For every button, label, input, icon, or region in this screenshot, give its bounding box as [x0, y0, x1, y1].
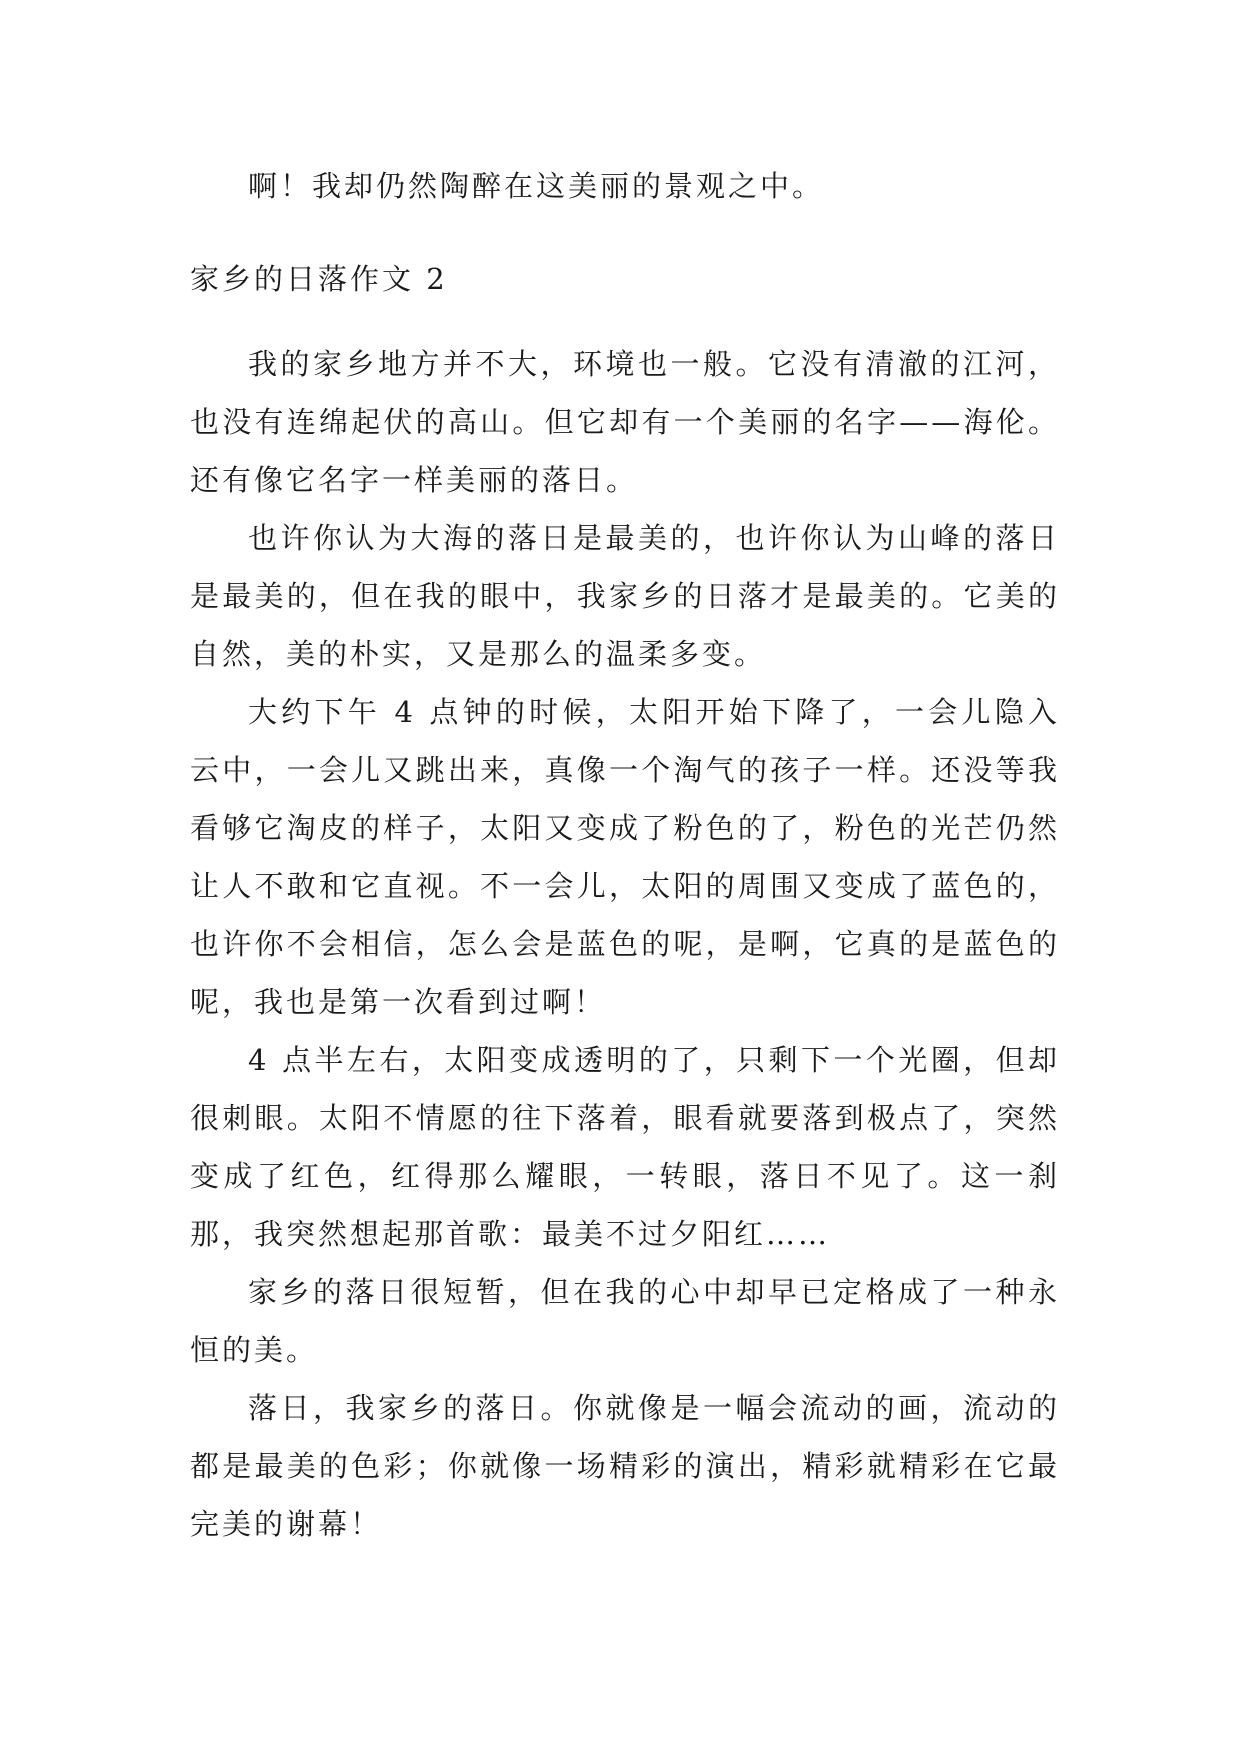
paragraph-2: 也许你认为大海的落日是最美的，也许你认为山峰的落日是最美的，但在我的眼中，我家乡的日落才是最美的。它美的自然，美的朴实，又是那么的温柔多变。 [190, 521, 1060, 671]
intro-paragraph: 啊！我却仍然陶醉在这美丽的景观之中。 [248, 169, 825, 203]
intro-section [190, 157, 1060, 215]
paragraph-3: 大约下午 4 点钟的时候，太阳开始下降了，一会儿隐入云中，一会儿又跳出来，真像一个淘气的孩子一样。还没等我看够它淘皮的样子，太阳又变成了粉色的了，粉色的光芒仍然让人不敢和它直视。不一会儿，太阳的周围又变成了蓝色的，也许你不会相信，怎么会是蓝色的呢，是啊，它真的是蓝色的呢，我也是第一次看到过啊！ [190, 695, 1060, 1019]
paragraph-5: 家乡的落日很短暂，但在我的心中却早已定格成了一种永恒的美。 [190, 1275, 1060, 1367]
essay-heading: 家乡的日落作文 2 [190, 262, 448, 296]
essay-body [190, 335, 1060, 1553]
paragraph-6: 落日，我家乡的落日。你就像是一幅会流动的画，流动的都是最美的色彩；你就像一场精彩的演出，精彩就精彩在它最完美的谢幕！ [190, 1391, 1060, 1541]
paragraph-4: 4 点半左右，太阳变成透明的了，只剩下一个光圈，但却很刺眼。太阳不情愿的往下落着，眼看就要落到极点了，突然变成了红色，红得那么耀眼，一转眼，落日不见了。这一刹那，我突然想起那首歌：最美不过夕阳红…… [190, 1043, 1060, 1251]
paragraph-1: 我的家乡地方并不大，环境也一般。它没有清澈的江河，也没有连绵起伏的高山。但它却有一个美丽的名字——海伦。还有像它名字一样美丽的落日。 [190, 347, 1060, 497]
